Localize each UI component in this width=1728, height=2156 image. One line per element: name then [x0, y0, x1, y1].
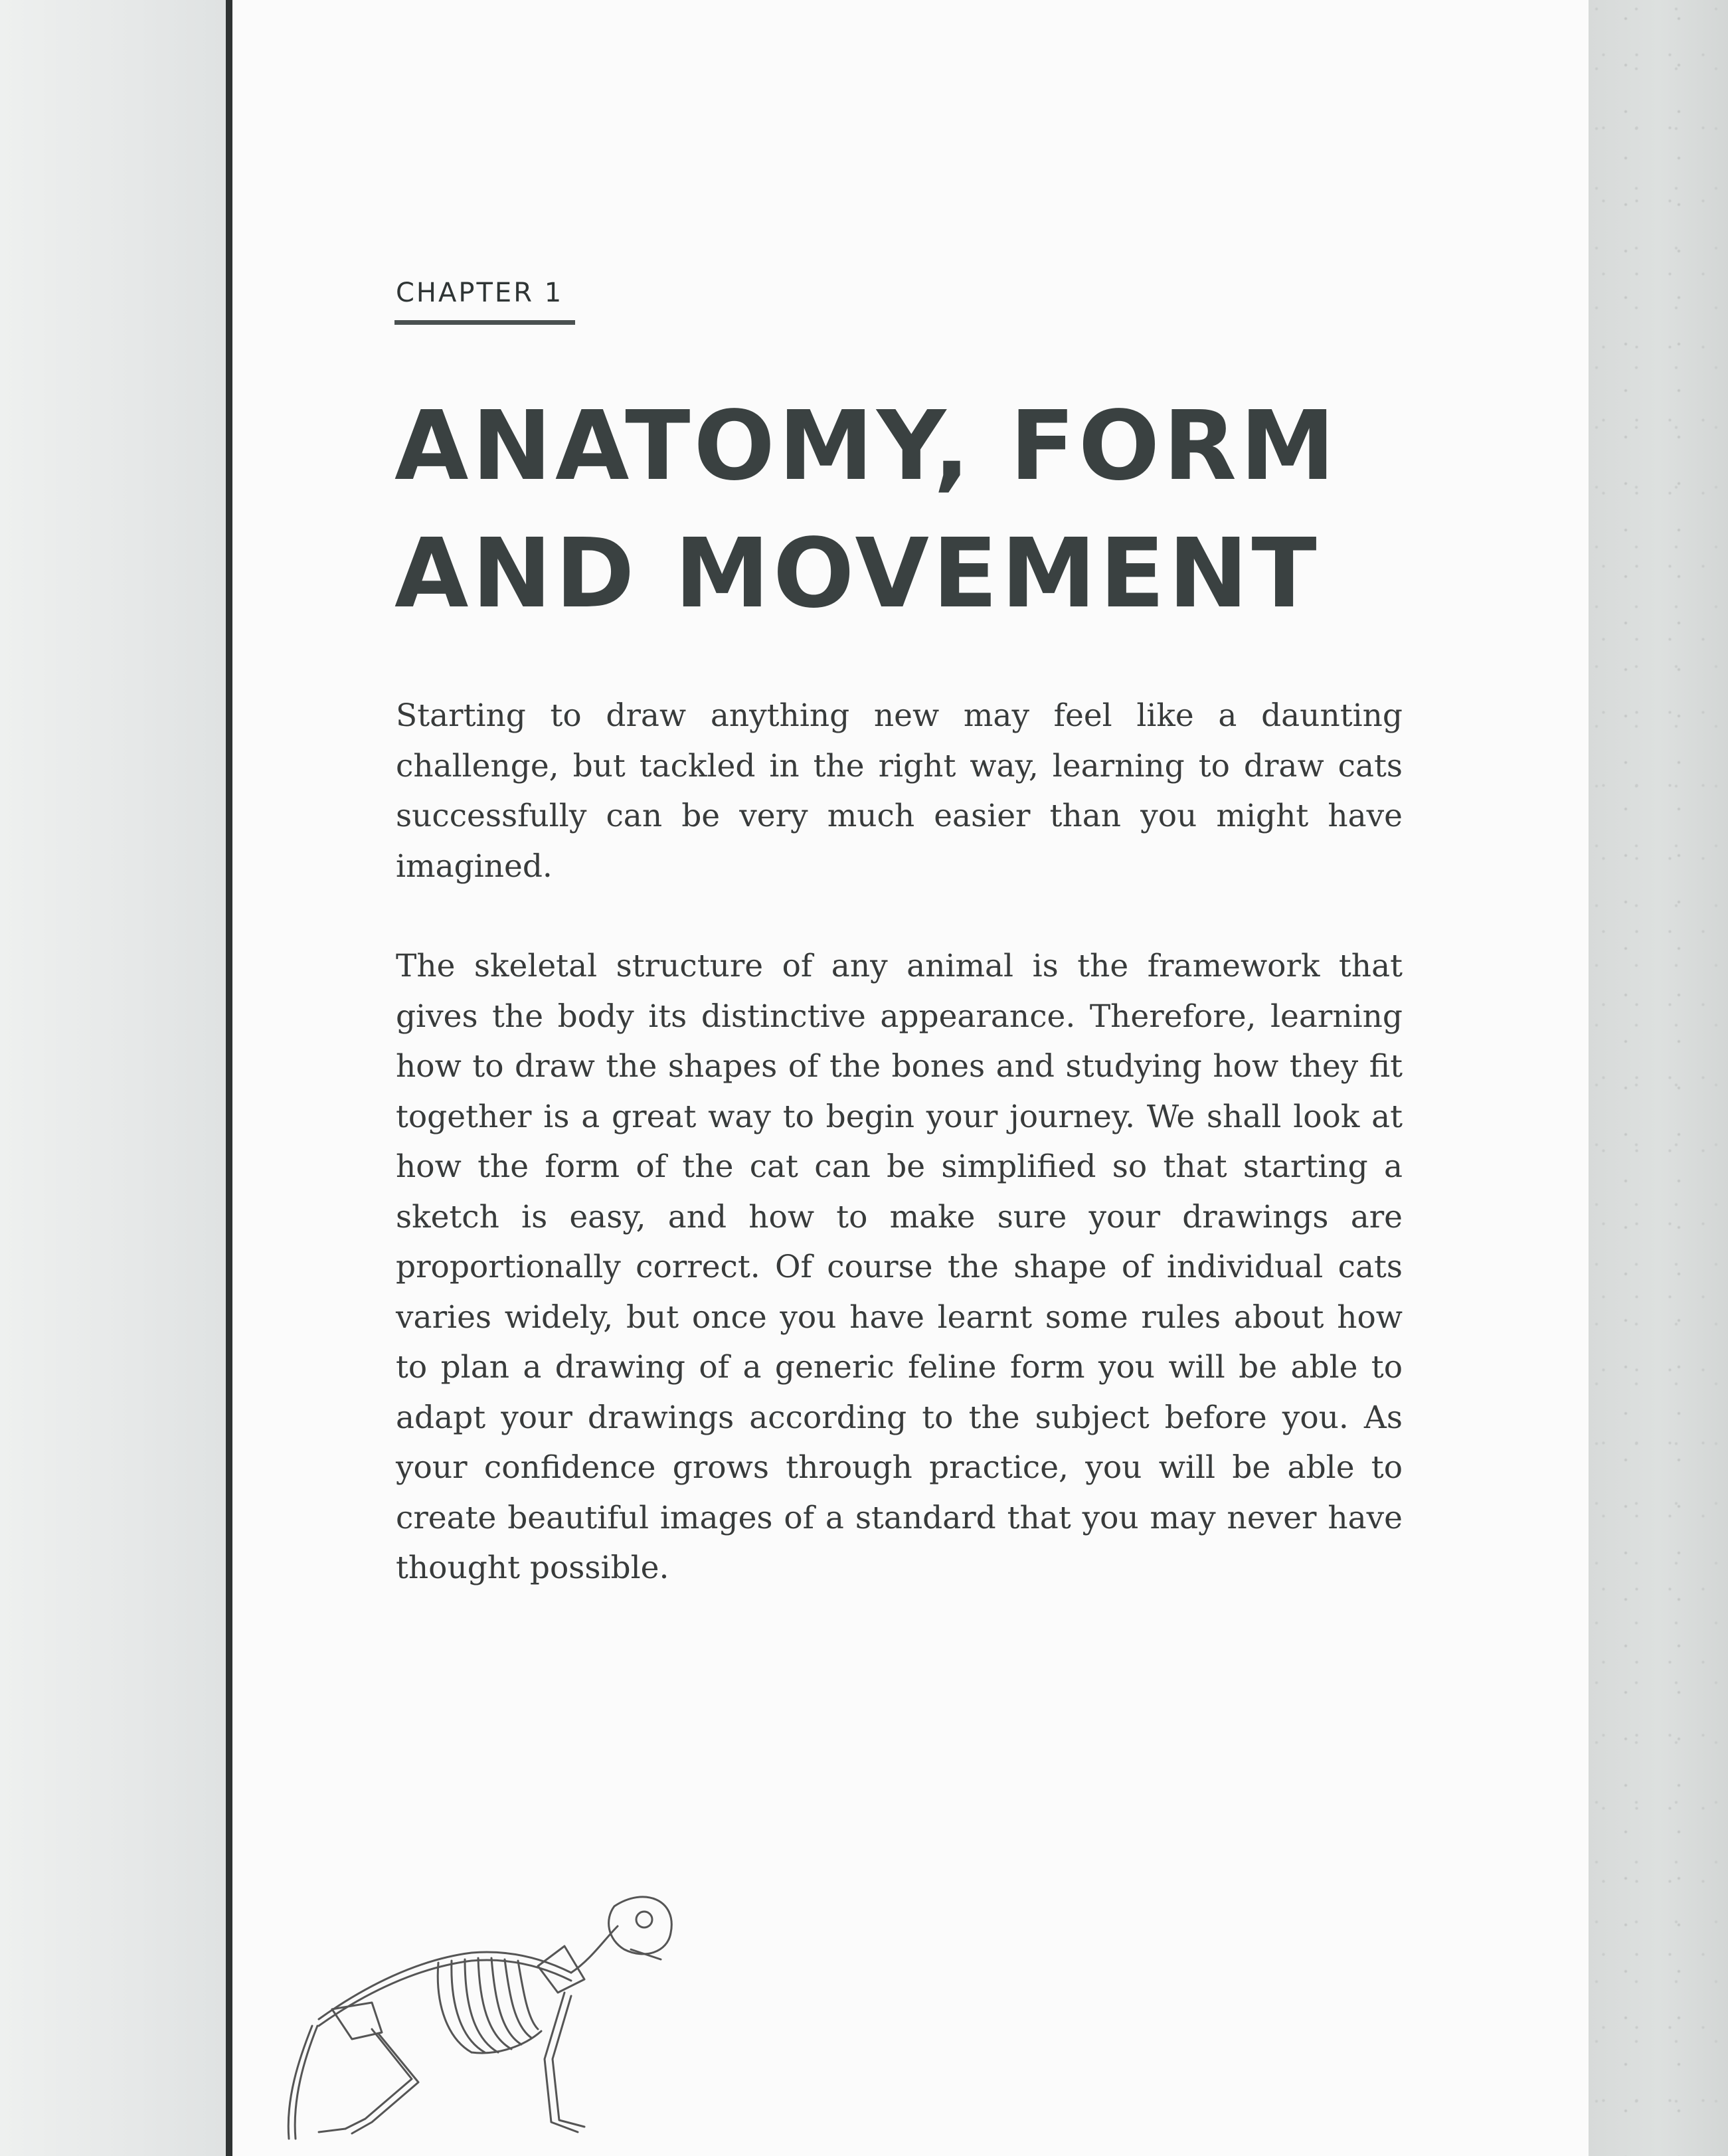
paragraph-skeleton: The skeletal structure of any animal is the framework that gives the body its distinctive appearance. Therefore, learning how to draw the shapes of the bones and studying how they fit together is a great way to begin your journey. We shall look at how the form of the cat can be simplified so that starting a sketch is easy, and how to make sure your drawings are proportionally correct. Of course the shape of individual cats varies widely, but once you have learnt some rules about how to plan a drawing of a generic feline form you will be able to adapt your drawings according to the subject before you. As your confidence grows through practice, you will be able to create beautiful images of a standard that you may never have thought possible.	[396, 948, 1403, 1586]
body-text	[396, 691, 1403, 1593]
paragraph-intro: Starting to draw anything new may feel like a daunting challenge, but tackled in the right way, learning to draw cats successfully can be very much easier than you might have imagined.	[396, 697, 1403, 885]
chapter-underline	[394, 320, 575, 325]
adjacent-page-margin	[0, 0, 226, 2156]
cat-skeleton-icon	[272, 1860, 684, 2145]
chapter-label: CHAPTER 1	[396, 278, 564, 308]
chapter-title	[394, 382, 1391, 637]
chapter-title-line-2: AND MOVEMENT	[394, 517, 1320, 629]
page-edge-texture	[1589, 0, 1728, 2156]
page-spine-line	[226, 0, 232, 2156]
chapter-title-line-1: ANATOMY, FORM	[394, 390, 1339, 501]
